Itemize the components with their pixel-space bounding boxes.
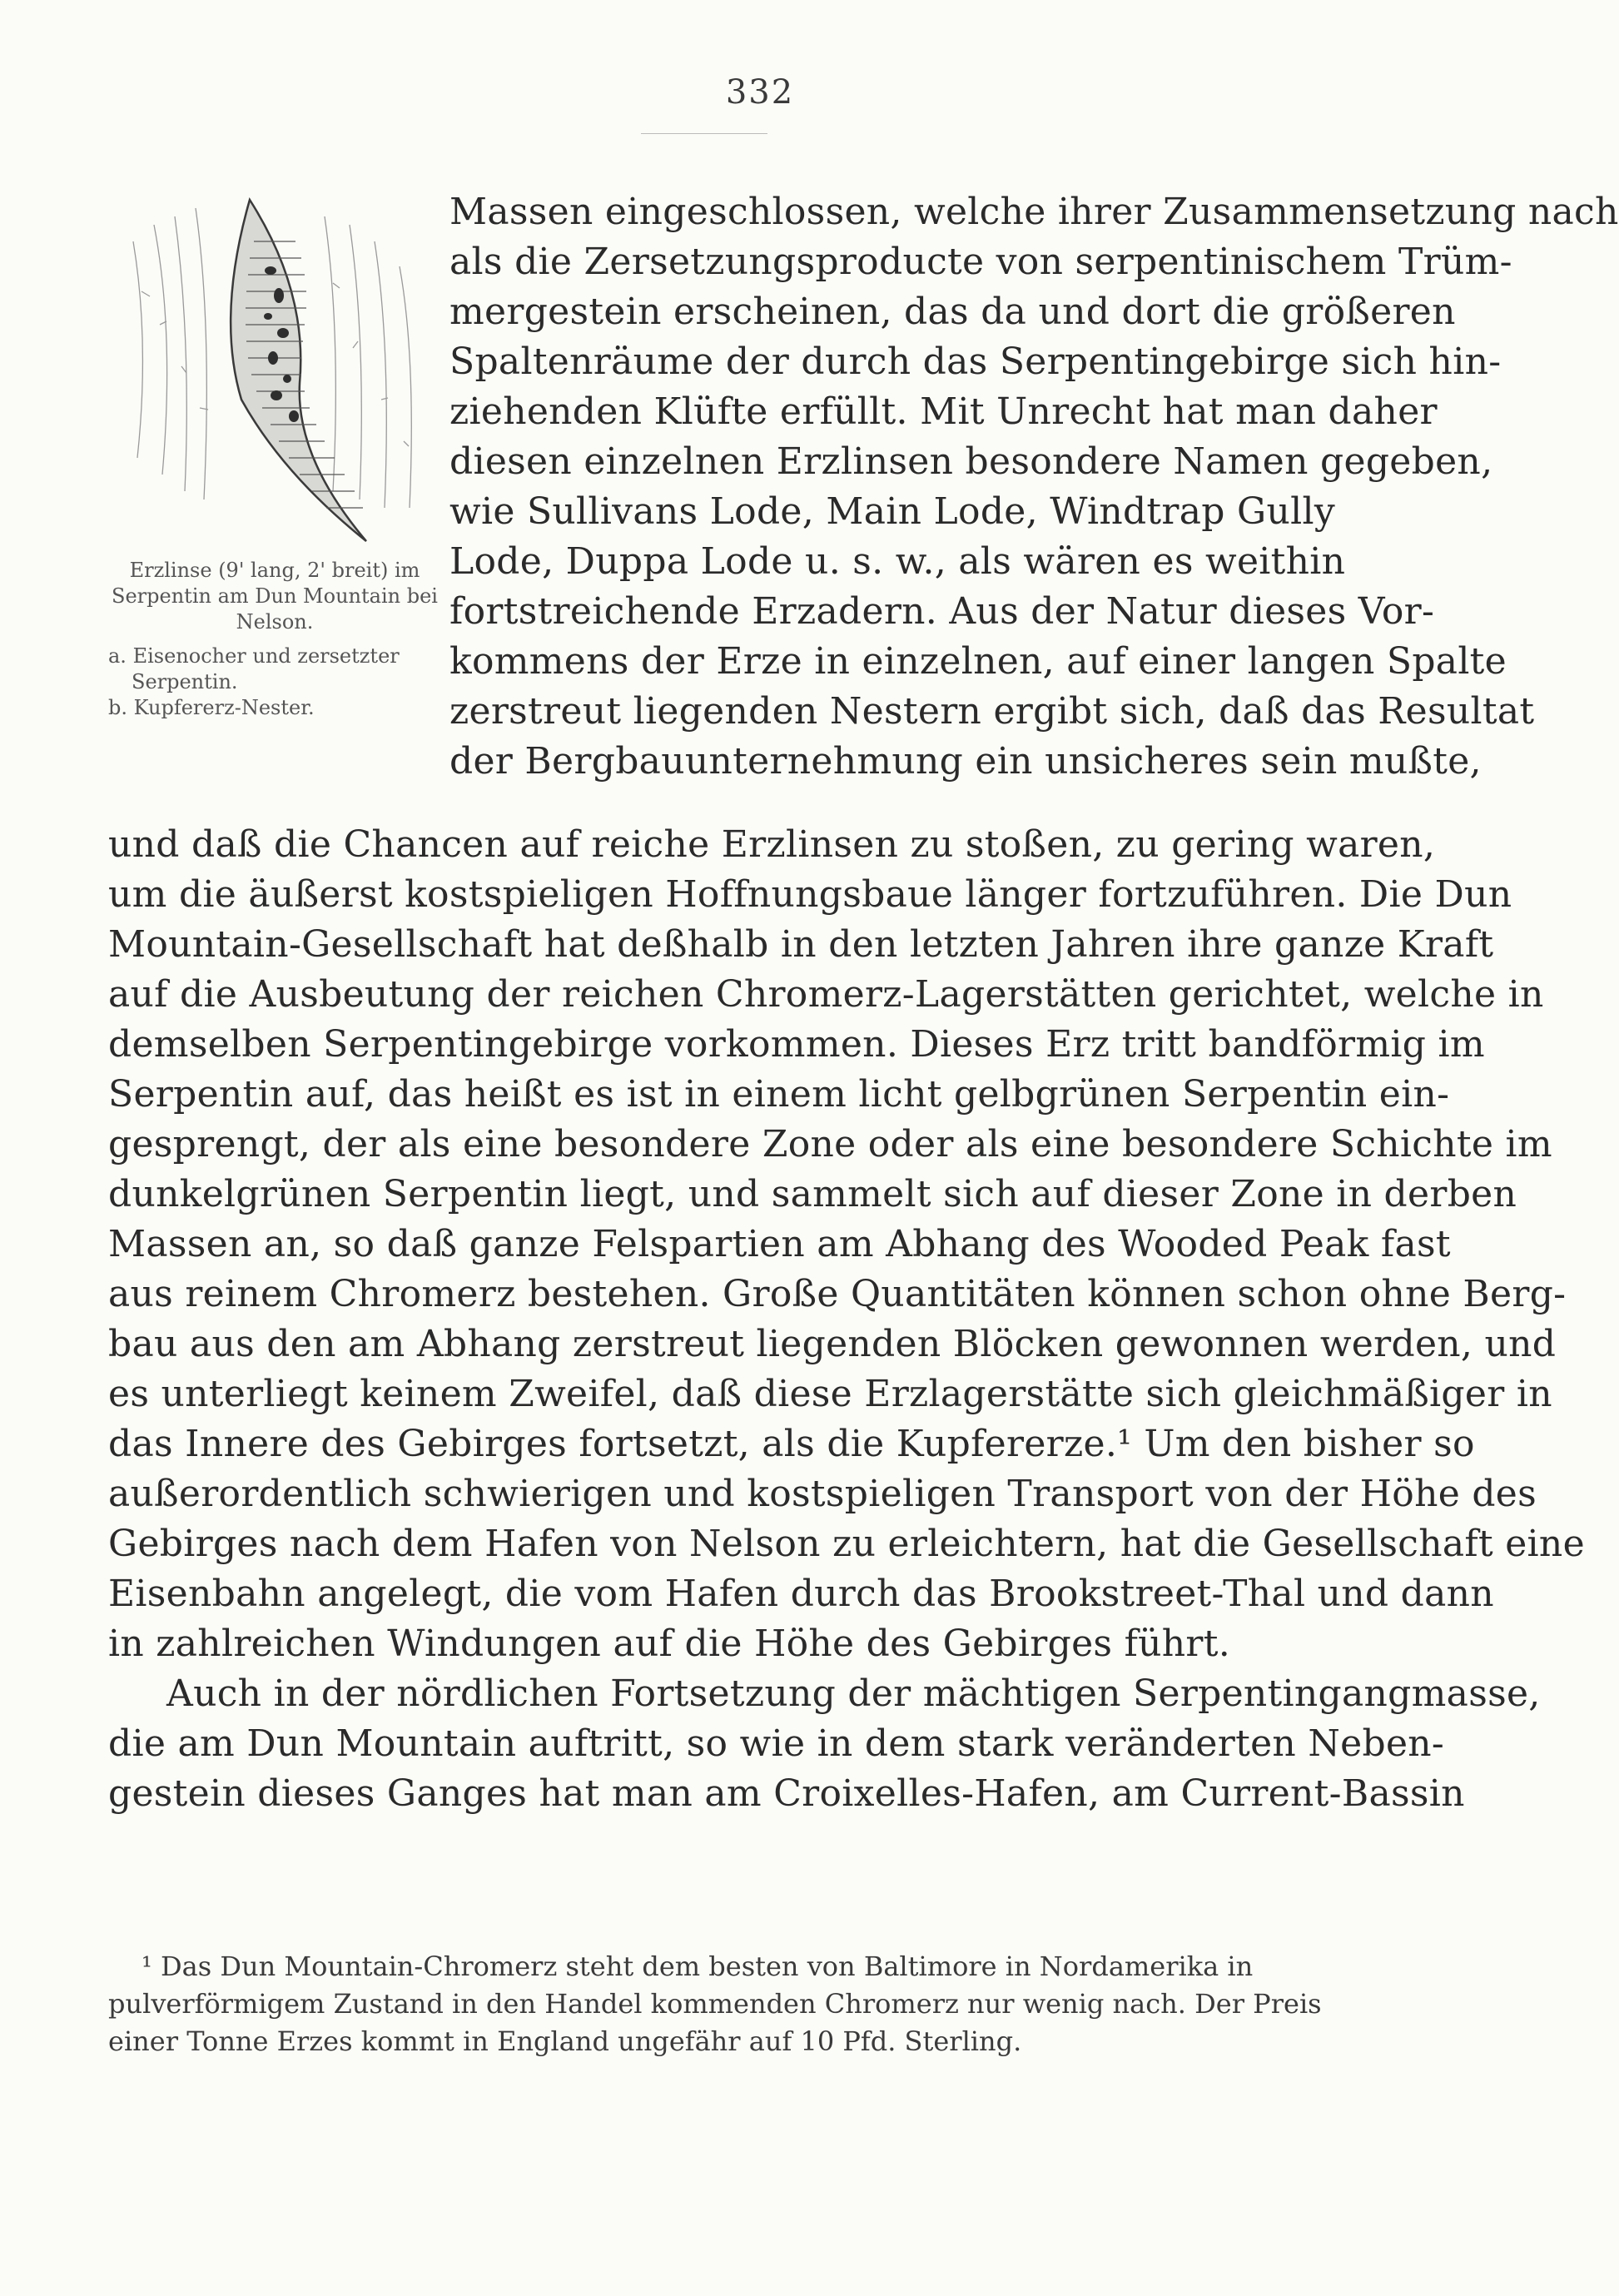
- text-line: außerordentlich schwierigen und kostspieligen Transport von der Höhe des: [108, 1473, 1537, 1515]
- text-line: Massen eingeschlossen, welche ihrer Zusammensetzung nach: [449, 191, 1619, 233]
- footnote-line: ¹ Das Dun Mountain-Chromerz steht dem besten von Baltimore in Nordamerika in: [142, 1951, 1254, 1982]
- text-line: Massen an, so daß ganze Felspartien am Abhang des Wooded Peak fast: [108, 1223, 1451, 1265]
- footnote: [108, 1948, 1407, 2060]
- text-line: Spaltenräume der durch das Serpentingebirge sich hin-: [449, 340, 1502, 383]
- legend-item-a: a. Eisenocher und zersetzter Serpentin.: [108, 644, 400, 693]
- figure-caption: Erzlinse (9' lang, 2' breit) im Serpentin am Dun Mountain bei Nelson.: [112, 559, 438, 634]
- footnote-line: einer Tonne Erzes kommt in England ungefähr auf 10 Pfd. Sterling.: [108, 2025, 1022, 2057]
- text-line: die am Dun Mountain auftritt, so wie in dem stark veränderten Neben-: [108, 1722, 1445, 1765]
- text-line: dunkelgrünen Serpentin liegt, und sammelt sich auf dieser Zone in derben: [108, 1173, 1517, 1215]
- text-line: mergestein erscheinen, das da und dort die größeren: [449, 291, 1456, 333]
- header-rule: [641, 133, 767, 134]
- text-line: das Innere des Gebirges fortsetzt, als die Kupfererze.¹ Um den bisher so: [108, 1423, 1475, 1465]
- text-line: als die Zersetzungsproducte von serpentinischem Trüm-: [449, 241, 1512, 283]
- text-line: der Bergbauunternehmung ein unsicheres sein mußte,: [449, 740, 1482, 783]
- text-line: wie Sullivans Lode, Main Lode, Windtrap Gully: [449, 490, 1336, 533]
- text-line: diesen einzelnen Erzlinsen besondere Namen gegeben,: [449, 440, 1493, 483]
- text-line: kommens der Erze in einzelnen, auf einer langen Spalte: [449, 640, 1507, 683]
- text-line: in zahlreichen Windungen auf die Höhe des Gebirges führt.: [108, 1623, 1231, 1665]
- text-line: fortstreichende Erzadern. Aus der Natur dieses Vor-: [449, 590, 1435, 633]
- text-line: und daß die Chancen auf reiche Erzlinsen zu stoßen, zu gering waren,: [108, 823, 1436, 866]
- body-text-full-width: [108, 820, 1585, 1819]
- body-text-beside-figure: [108, 187, 1619, 787]
- text-line: Serpentin auf, das heißt es ist in einem licht gelbgrünen Serpentin ein-: [108, 1073, 1450, 1116]
- page-number: 332: [725, 73, 795, 112]
- text-line: gestein dieses Ganges hat man am Croixelles-Hafen, am Current-Bassin: [108, 1772, 1465, 1815]
- text-line: Eisenbahn angelegt, die vom Hafen durch das Brookstreet-Thal und dann: [108, 1573, 1494, 1615]
- text-line: es unterliegt keinem Zweifel, daß diese Erzlagerstätte sich gleichmäßiger in: [108, 1373, 1552, 1415]
- text-line: um die äußerst kostspieligen Hoffnungsbaue länger fortzuführen. Die Dun: [108, 873, 1512, 916]
- text-line: ziehenden Klüfte erfüllt. Mit Unrecht hat man daher: [449, 390, 1438, 433]
- text-line: auf die Ausbeutung der reichen Chromerz-Lagerstätten gerichtet, welche in: [108, 973, 1544, 1016]
- text-line: demselben Serpentingebirge vorkommen. Dieses Erz tritt bandförmig im: [108, 1023, 1485, 1066]
- text-line: gesprengt, der als eine besondere Zone oder als eine besondere Schichte im: [108, 1123, 1552, 1165]
- text-line: aus reinem Chromerz bestehen. Große Quantitäten können schon ohne Berg-: [108, 1273, 1567, 1315]
- legend-item-b: b. Kupfererz-Nester.: [108, 696, 315, 719]
- footnote-line: pulverförmigem Zustand in den Handel kommenden Chromerz nur wenig nach. Der Preis: [108, 1988, 1322, 2020]
- text-line: Gebirges nach dem Hafen von Nelson zu erleichtern, hat die Gesellschaft eine: [108, 1523, 1585, 1565]
- text-line: zerstreut liegenden Nestern ergibt sich, daß das Resultat: [449, 690, 1535, 733]
- text-line: Mountain-Gesellschaft hat deßhalb in den letzten Jahren ihre ganze Kraft: [108, 923, 1494, 966]
- text-line: Lode, Duppa Lode u. s. w., als wären es weithin: [449, 540, 1346, 583]
- text-line: bau aus den am Abhang zerstreut liegenden Blöcken gewonnen werden, und: [108, 1323, 1557, 1365]
- text-line-paragraph-start: Auch in der nördlichen Fortsetzung der mächtigen Serpentingangmasse,: [166, 1672, 1541, 1715]
